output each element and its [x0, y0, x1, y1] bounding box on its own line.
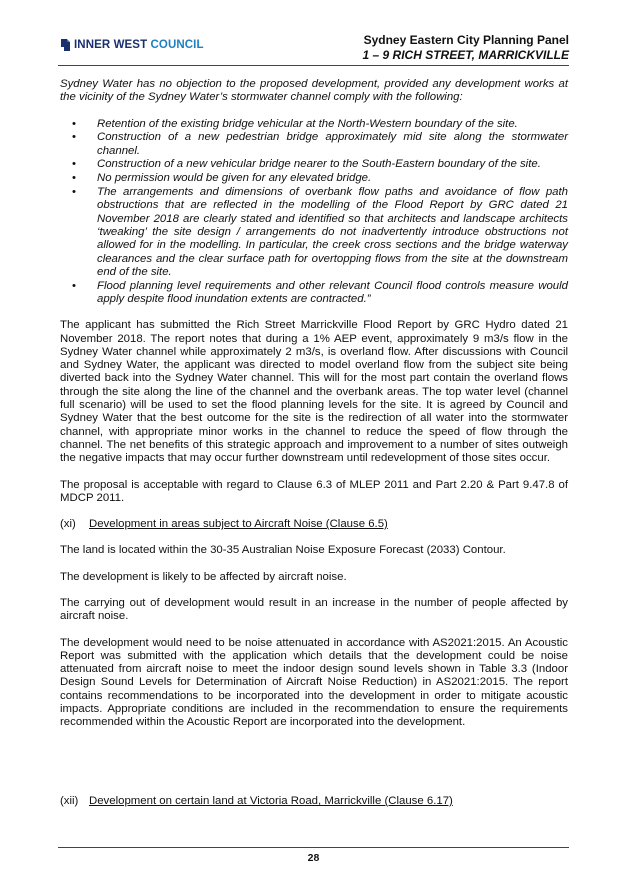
council-logo-icon	[60, 38, 71, 52]
header-panel-name: Sydney Eastern City Planning Panel	[363, 33, 569, 47]
aircraft-noise-affected-paragraph: The development is likely to be affected by aircraft noise.	[60, 570, 347, 583]
people-affected-paragraph: The carrying out of development would result in an increase in the number of people affected by aircraft noise.	[60, 597, 568, 623]
footer-divider	[58, 847, 569, 848]
flood-report-paragraph: The applicant has submitted the Rich Street Marrickville Flood Report by GRC Hydro dated 21 November 2018. The report notes that during a 1% AEP event, approximately 9 m3/s flow in the Sydney Water channel while approximately 2 m3/s, is overland flow. After discussions with Council and Sydney Water, the applicant was directed to model overland flow from the subject site being diverted back into the Sydney Water channel. This will for the most part contain the overland flows through the site along the line of the channel and the overbank areas. The top water level (channel full scenario) will be used to set the flood planning levels for the site. It is agreed by Council and Sydney Water that the best outcome for the site is the redirection of all water into the stormwater channel, with appropriate minor works in the channel to reduce the speed of flow through the channel. The net benefits of this strategic approach and improvement to a number of sites outweigh the negative impacts that may occur further downstream until redevelopment of those sites occur.	[60, 319, 568, 465]
list-item: • No permission would be given for any elevated bridge.	[60, 172, 568, 185]
acoustic-report-paragraph: The development would need to be noise attenuated in accordance with AS2021:2015. An Acoustic Report was submitted with the application which details that the development could be noise attenuated from aircraft noise to meet the indoor design sound levels shown in Table 3.3 (Indoor Design Sound Levels for Determination of Aircraft Noise Reduction) in AS2021:2015. The report contains recommendations to be incorporated into the development in order to mitigate acoustic impacts. Appropriate conditions are included in the recommendation to ensure the requirements recommended within the Acoustic Report are incorporated into the development.	[60, 636, 568, 729]
page-header-title	[363, 33, 569, 63]
section-heading-victoria-road	[60, 795, 568, 808]
list-item: • The arrangements and dimensions of overbank flow paths and avoidance of flow path obstructions that are reflected in the modelling of the Flood Report by GRC dated 21 November 2018 are clearly stated and identified so that architects and landscape architects ‘tweaking’ the site design / arrangements do not inadvertently introduce obstructions not allowed for in the modelling. In particular, the creek cross sections and the bridge waterway clearances and the clear surface path for overtopping flows from the site at the downstream end of the site.	[60, 186, 568, 279]
council-logo-text: INNER WEST COUNCIL	[74, 39, 204, 51]
council-logo	[60, 38, 204, 52]
sydney-water-intro: Sydney Water has no objection to the proposed development, provided any development works at the vicinity of the Sydney Water’s stormwater channel comply with the following:	[60, 78, 568, 104]
section-heading-aircraft-noise	[60, 518, 568, 531]
clause-compliance-paragraph: The proposal is acceptable with regard to Clause 6.3 of MLEP 2011 and Part 2.20 & Part 9.47.8 of MDCP 2011.	[60, 478, 568, 504]
page-number: 28	[307, 852, 320, 864]
section-number: (xii)	[60, 795, 79, 807]
anef-paragraph: The land is located within the 30-35 Australian Noise Exposure Forecast (2033) Contour.	[60, 544, 506, 557]
list-item: • Construction of a new vehicular bridge nearer to the South-Eastern boundary of the site.	[60, 158, 568, 171]
header-divider	[58, 65, 569, 66]
section-title: Development on certain land at Victoria Road, Marrickville (Clause 6.17)	[89, 795, 453, 807]
list-item: • Construction of a new pedestrian bridge approximately mid site along the stormwater channel.	[60, 131, 568, 158]
sydney-water-conditions-list	[60, 118, 568, 307]
section-number: (xi)	[60, 518, 76, 531]
list-item: • Flood planning level requirements and other relevant Council flood controls measure would apply despite flood inundation extents are contracted.”	[60, 280, 568, 307]
document-body	[60, 78, 568, 743]
section-title: Development in areas subject to Aircraft Noise (Clause 6.5)	[89, 518, 388, 531]
header-site-address: 1 – 9 RICH STREET, MARRICKVILLE	[362, 48, 569, 62]
list-item: • Retention of the existing bridge vehicular at the North-Western boundary of the site.	[60, 118, 568, 131]
